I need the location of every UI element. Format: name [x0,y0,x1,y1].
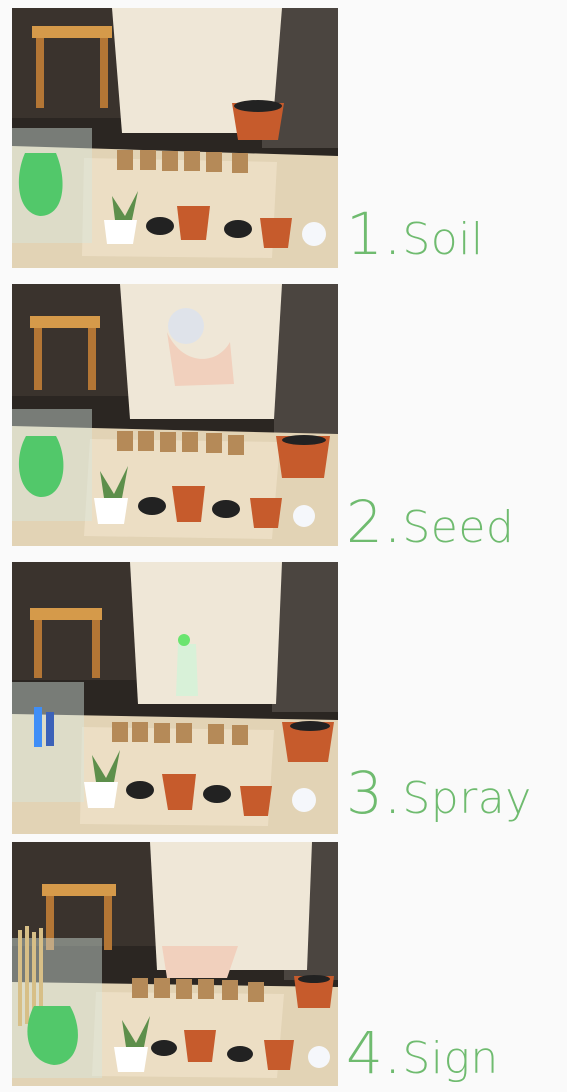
step-number: 4. [346,1019,403,1087]
step-caption [346,488,515,556]
step-number: 3. [346,759,403,827]
step-soil [0,0,567,280]
step-label: Sign [402,1033,499,1084]
step-seed [0,276,567,556]
step-caption [346,200,484,268]
step-number: 2. [346,488,403,556]
seed-step-photo [12,284,338,546]
step-label: Soil [402,214,484,265]
step-label: Spray [402,773,532,824]
sign-step-photo [12,842,338,1086]
step-caption [346,1019,499,1087]
soil-step-photo [12,8,338,268]
step-number: 1. [346,200,403,268]
step-spray [0,554,567,840]
step-caption [346,759,532,827]
step-label: Seed [402,502,515,553]
step-sign [0,834,567,1092]
spray-step-photo [12,562,338,834]
